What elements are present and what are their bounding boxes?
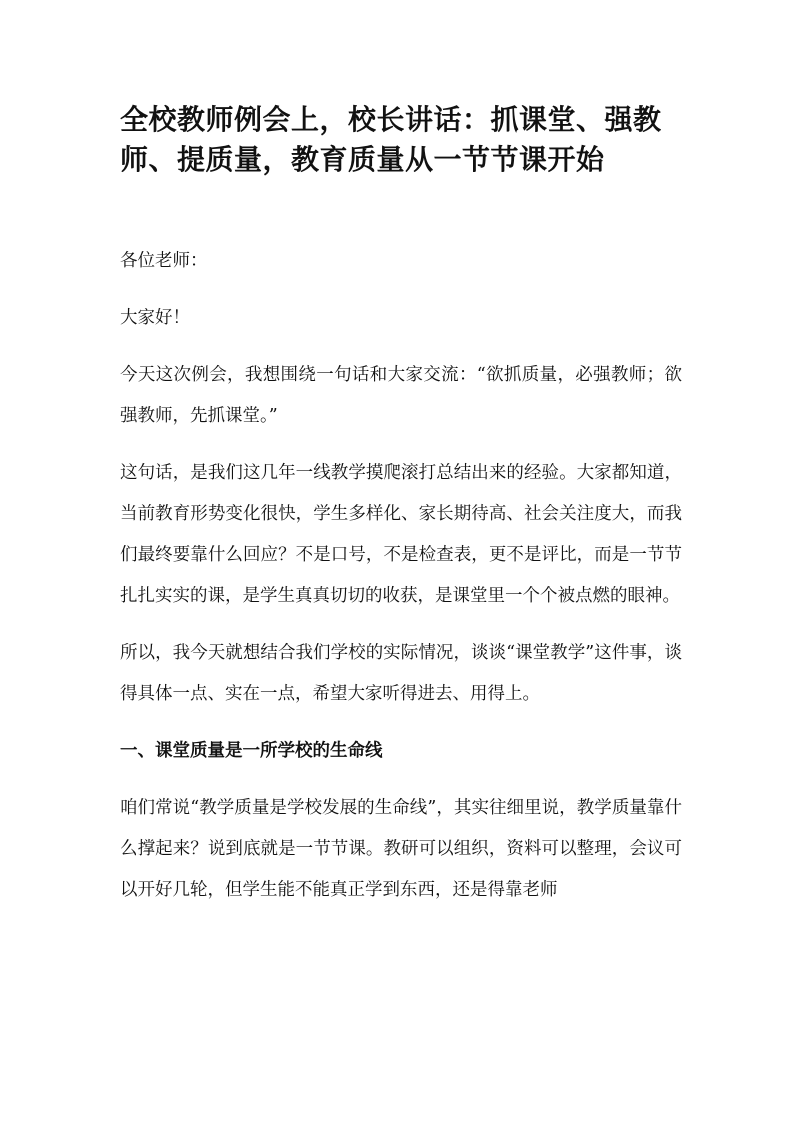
paragraph: 所以，我今天就想结合我们学校的实际情况，谈谈“课堂教学”这件事，谈得具体一点、实在一点，希望大家听得进去、用得上。 [120, 643, 682, 704]
salutation: 各位老师： [120, 251, 208, 271]
section-heading: 一、课堂质量是一所学校的生命线 [120, 741, 383, 761]
document-title: 全校教师例会上，校长讲话：抓课堂、强教师、提质量，教育质量从一节节课开始 [120, 103, 662, 176]
document-body [120, 241, 682, 911]
paragraph: 今天这次例会，我想围绕一句话和大家交流：“欲抓质量，必强教师；欲强教师，先抓课堂。” [120, 365, 682, 426]
greeting: 大家好！ [120, 308, 190, 328]
paragraph: 这句话，是我们这几年一线教学摸爬滚打总结出来的经验。大家都知道，当前教育形势变化很快，学生多样化、家长期待高、社会关注度大，而我们最终要靠什么回应？不是口号，不是检查表，更不是评比，而是一节节扎扎实实的课，是学生真真切切的收获，是课堂里一个个被点燃的眼神。 [120, 463, 682, 606]
paragraph: 咱们常说“教学质量是学校发展的生命线”，其实往细里说，教学质量靠什么撑起来？说到底就是一节节课。教研可以组织，资料可以整理，会议可以开好几轮，但学生能不能真正学到东西，还是得靠老师 [120, 798, 682, 900]
document-page [120, 100, 682, 927]
